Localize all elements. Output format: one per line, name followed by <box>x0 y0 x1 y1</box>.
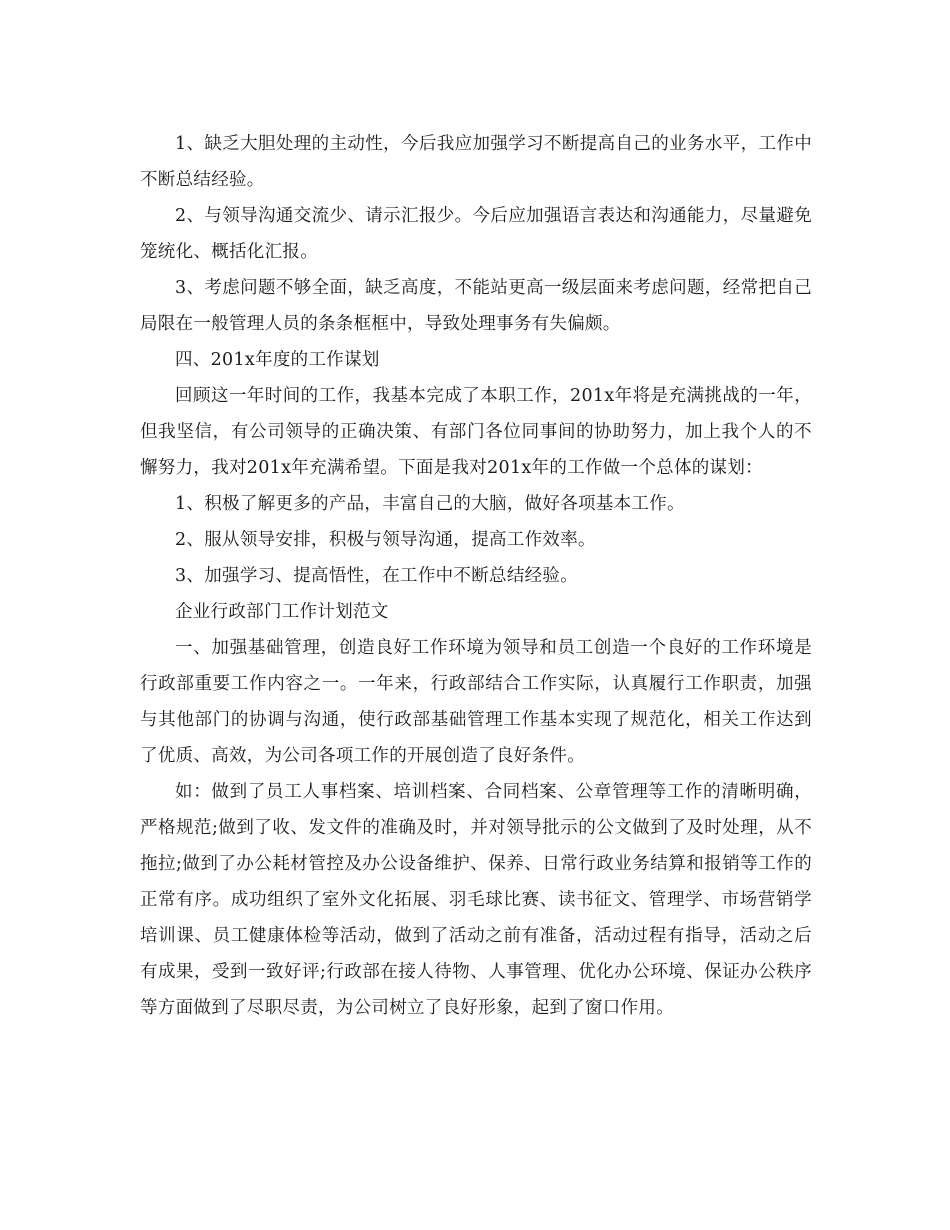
paragraph-review: 回顾这一年时间的工作，我基本完成了本职工作，201x年将是充满挑战的一年，但我坚信，有公司领导的正确决策、有部门各位同事间的协助努力，加上我个人的不懈努力，我对201x年充满希望。下面是我对201x年的工作做一个总体的谋划： <box>140 386 812 478</box>
document-body <box>140 126 812 1026</box>
paragraph-weakness-3: 3、考虑问题不够全面，缺乏高度，不能站更高一级层面来考虑问题，经常把自己局限在一般管理人员的条条框框中，导致处理事务有失偏颇。 <box>140 278 812 334</box>
section-heading-plan: 四、201x年度的工作谋划 <box>175 350 380 370</box>
section-heading-sample: 企业行政部门工作计划范文 <box>175 602 389 622</box>
paragraph-plan-2: 2、服从领导安排，积极与领导沟通，提高工作效率。 <box>175 530 596 550</box>
paragraph-plan-3: 3、加强学习、提高悟性，在工作中不断总结经验。 <box>175 566 579 586</box>
paragraph-plan-1: 1、积极了解更多的产品，丰富自己的大脑，做好各项基本工作。 <box>175 494 685 514</box>
paragraph-examples: 如：做到了员工人事档案、培训档案、合同档案、公章管理等工作的清晰明确，严格规范;做到了收、发文件的准确及时，并对领导批示的公文做到了及时处理，从不拖拉;做到了办公耗材管控及办公设备维护、保养、日常行政业务结算和报销等工作的正常有序。成功组织了室外文化拓展、羽毛球比赛、读书征文、管理学、市场营销学培训课、员工健康体检等活动，做到了活动之前有准备，活动过程有指导，活动之后有成果，受到一致好评;行政部在接人待物、人事管理、优化办公环境、保证办公秩序等方面做到了尽职尽责，为公司树立了良好形象，起到了窗口作用。 <box>140 782 812 1018</box>
paragraph-weakness-2: 2、与领导沟通交流少、请示汇报少。今后应加强语言表达和沟通能力，尽量避免笼统化、概括化汇报。 <box>140 206 812 262</box>
paragraph-basic-management: 一、加强基础管理，创造良好工作环境为领导和员工创造一个良好的工作环境是行政部重要工作内容之一。一年来，行政部结合工作实际，认真履行工作职责，加强与其他部门的协调与沟通，使行政部基础管理工作基本实现了规范化，相关工作达到了优质、高效，为公司各项工作的开展创造了良好条件。 <box>140 638 812 766</box>
paragraph-weakness-1: 1、缺乏大胆处理的主动性，今后我应加强学习不断提高自己的业务水平，工作中不断总结经验。 <box>140 134 812 190</box>
